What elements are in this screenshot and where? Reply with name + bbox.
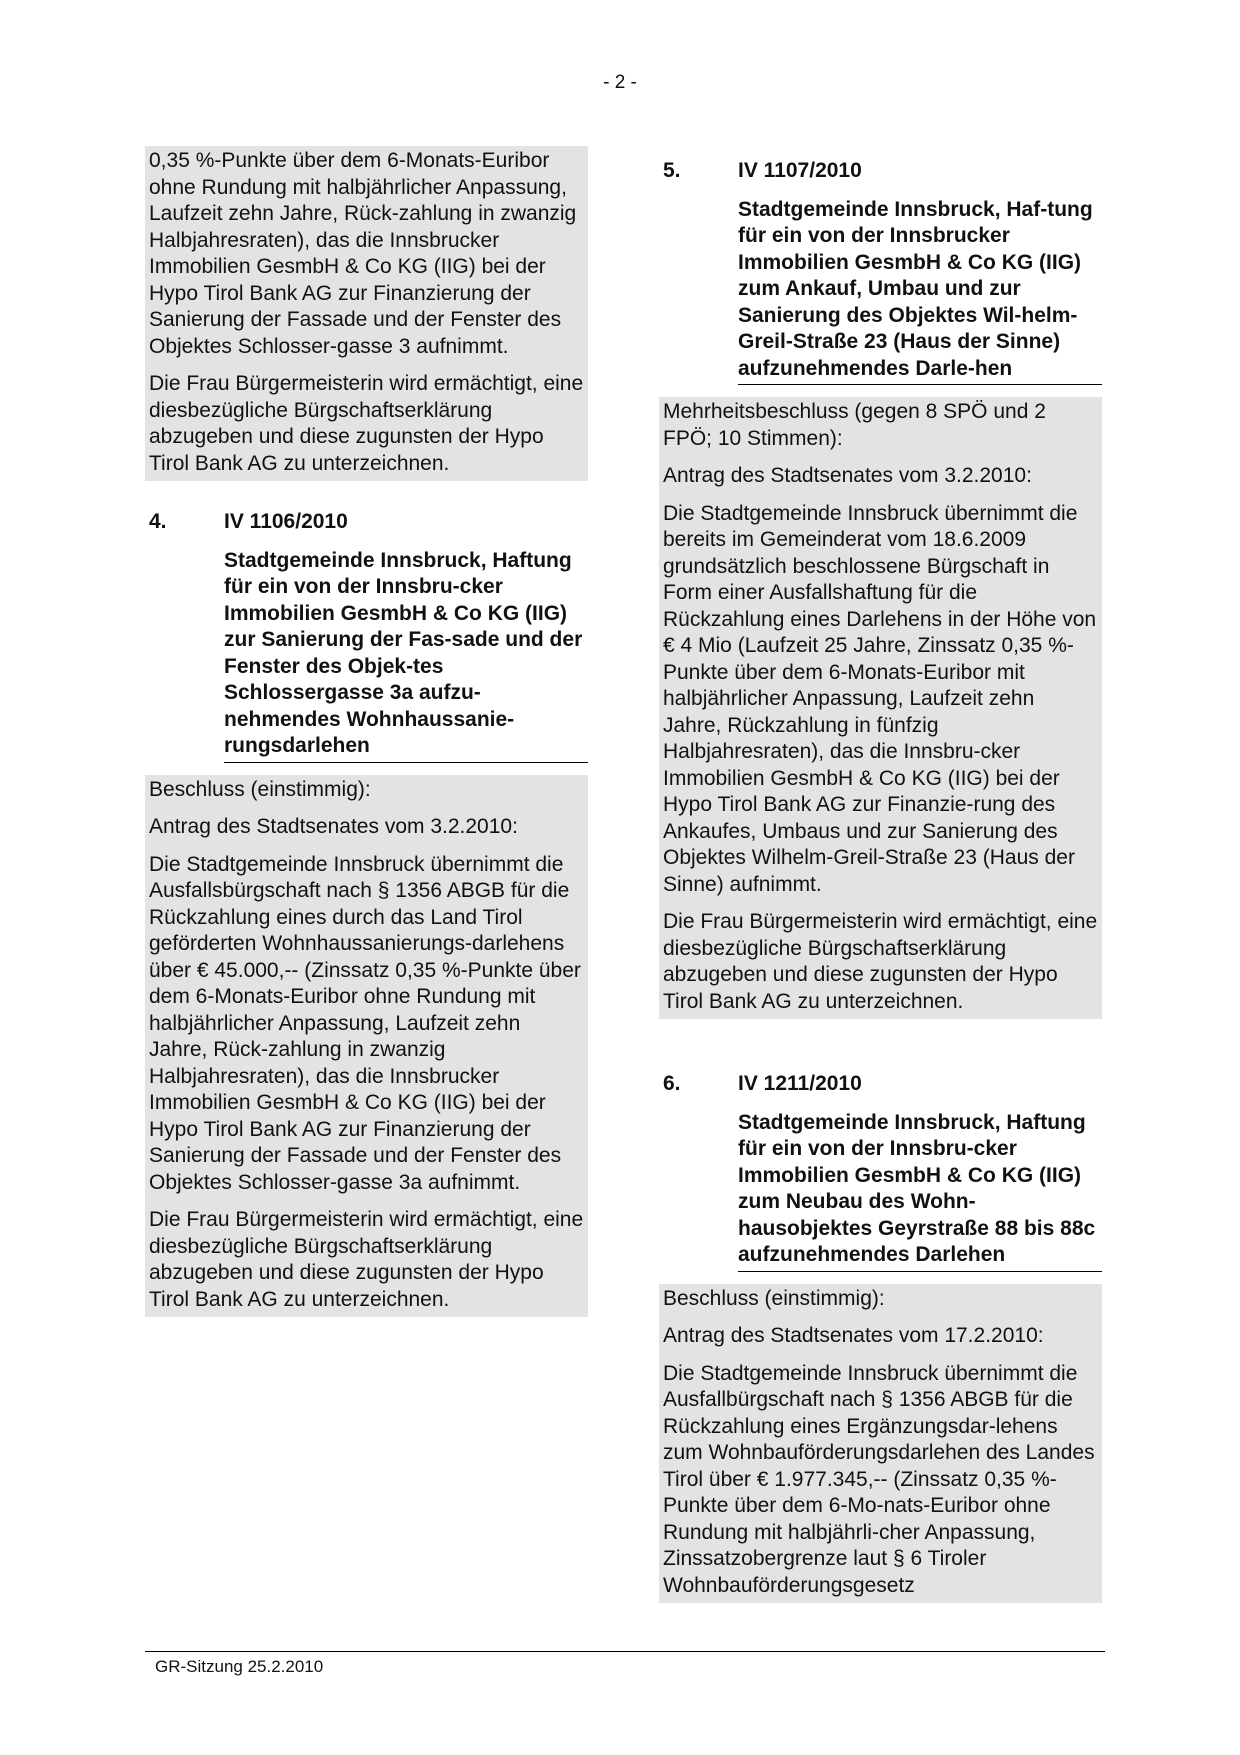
item-header xyxy=(659,1071,1102,1098)
item-code: IV 1106/2010 xyxy=(224,510,348,533)
decision: Beschluss (einstimmig): xyxy=(663,1286,885,1310)
item-code: IV 1211/2010 xyxy=(738,1072,862,1095)
intro-text-block xyxy=(145,146,588,481)
item-number: 6. xyxy=(663,1072,681,1095)
paragraph: Die Frau Bürgermeisterin wird ermächtigt, eine diesbezügliche Bürgschaftserklärung abzugeben und diese zugunsten der Hypo Tirol Bank AG zu unterzeichnen. xyxy=(149,372,584,475)
item-header xyxy=(659,158,1102,185)
decision: Beschluss (einstimmig): xyxy=(149,777,371,801)
paragraph: Die Stadtgemeinde Innsbruck übernimmt die Ausfallsbürgschaft nach § 1356 ABGB für die Rückzahlung eines durch das Land Tirol geförderten Wohnhaussanierungs-darlehens über € 45.000,-- (Zinssatz 0,35 %-Punkte über dem 6-Monats-Euribor ohne Rundung mit halbjährlicher Anpassung, Laufzeit zehn Jahre, Rück-zahlung in zwanzig Halbjahresraten), das die Innsbrucker Immobilien GesmbH & Co KG (IIG) bei der Hypo Tirol Bank AG zur Finanzierung der Sanierung der Fassade und der Fenster des Objektes Schlosser-gasse 3a aufnimmt. xyxy=(149,852,581,1194)
item-header xyxy=(145,509,588,536)
item-number: 5. xyxy=(663,159,681,182)
motion: Antrag des Stadtsenates vom 3.2.2010: xyxy=(663,464,1032,487)
item-code: IV 1107/2010 xyxy=(738,159,862,182)
item-body xyxy=(659,1284,1102,1604)
agenda-item-6 xyxy=(659,1071,1102,1603)
item-body xyxy=(659,397,1102,1019)
paragraph: Die Stadtgemeinde Innsbruck übernimmt die Ausfallbürgschaft nach § 1356 ABGB für die Rückzahlung eines Ergänzungsdar-lehens zum Wohnbauförderungsdarlehen des Landes Tirol über € 1.977.345,-- (Zinssatz 0,35 %-Punkte über dem 6-Mo-nats-Euribor ohne Rundung mit halbjährli-cher Anpassung, Zinssatzobergrenze laut § 6 Tiroler Wohnbauförderungsgesetz xyxy=(663,1361,1095,1597)
item-title: Stadtgemeinde Innsbruck, Haf-tung für ein von der Innsbrucker Immobilien GesmbH & Co KG (IIG) zum Ankauf, Umbau und zur Sanierung des Objektes Wil-helm-Greil-Straße 23 (Haus der Sinne) aufzunehmendes Darle-hen xyxy=(738,197,1102,386)
page-number: - 2 - xyxy=(603,72,637,93)
paragraph: Die Frau Bürgermeisterin wird ermächtigt, eine diesbezügliche Bürgschaftserklärung abzugeben und diese zugunsten der Hypo Tirol Bank AG zu unterzeichnen. xyxy=(663,910,1098,1013)
paragraph: 0,35 %-Punkte über dem 6-Monats-Euribor ohne Rundung mit halbjährlicher Anpassung, Laufzeit zehn Jahre, Rück-zahlung in zwanzig Halbjahresraten), das die Innsbrucker Immobilien GesmbH & Co KG (IIG) bei der Hypo Tirol Bank AG zur Finanzierung der Sanierung der Fassade und der Fenster des Objektes Schlosser-gasse 3 aufnimmt. xyxy=(149,149,577,358)
item-body xyxy=(145,775,588,1318)
right-column xyxy=(659,146,1102,1603)
left-column xyxy=(145,146,588,1317)
motion: Antrag des Stadtsenates vom 17.2.2010: xyxy=(663,1324,1044,1347)
motion: Antrag des Stadtsenates vom 3.2.2010: xyxy=(149,815,518,838)
agenda-item-5 xyxy=(659,158,1102,1019)
paragraph: Die Stadtgemeinde Innsbruck übernimmt die bereits im Gemeinderat vom 18.6.2009 grundsätzlich beschlossene Bürgschaft in Form einer Ausfallshaftung für die Rückzahlung eines Darlehens in der Höhe von € 4 Mio (Laufzeit 25 Jahre, Zinssatz 0,35 %-Punkte über dem 6-Monats-Euribor mit halbjährlicher Anpassung, Laufzeit zehn Jahre, Rückzahlung in fünfzig Halbjahresraten), das die Innsbru-cker Immobilien GesmbH & Co KG (IIG) bei der Hypo Tirol Bank AG zur Finanzie-rung des Ankaufes, Umbaus und zur Sanierung des Objektes Wilhelm-Greil-Straße 23 (Haus der Sinne) aufnimmt. xyxy=(663,501,1097,896)
item-number: 4. xyxy=(149,510,167,533)
item-title: Stadtgemeinde Innsbruck, Haftung für ein von der Innsbru-cker Immobilien GesmbH & Co KG (IIG) zur Sanierung der Fas-sade und der Fenster des Objek-tes Schlossergasse 3a aufzu-nehmendes Wohnhaussanie-rungsdarlehen xyxy=(224,548,588,763)
item-title: Stadtgemeinde Innsbruck, Haftung für ein von der Innsbru-cker Immobilien GesmbH & Co KG (IIG) zum Neubau des Wohn-hausobjektes Geyrstraße 88 bis 88c aufzunehmendes Darlehen xyxy=(738,1110,1102,1272)
agenda-item-4 xyxy=(145,509,588,1317)
footer-text: GR-Sitzung 25.2.2010 xyxy=(155,1657,324,1676)
decision: Mehrheitsbeschluss (gegen 8 SPÖ und 2 FPÖ; 10 Stimmen): xyxy=(663,400,1046,450)
paragraph: Die Frau Bürgermeisterin wird ermächtigt, eine diesbezügliche Bürgschaftserklärung abzugeben und diese zugunsten der Hypo Tirol Bank AG zu unterzeichnen. xyxy=(149,1208,584,1311)
footer-divider xyxy=(145,1651,1105,1652)
